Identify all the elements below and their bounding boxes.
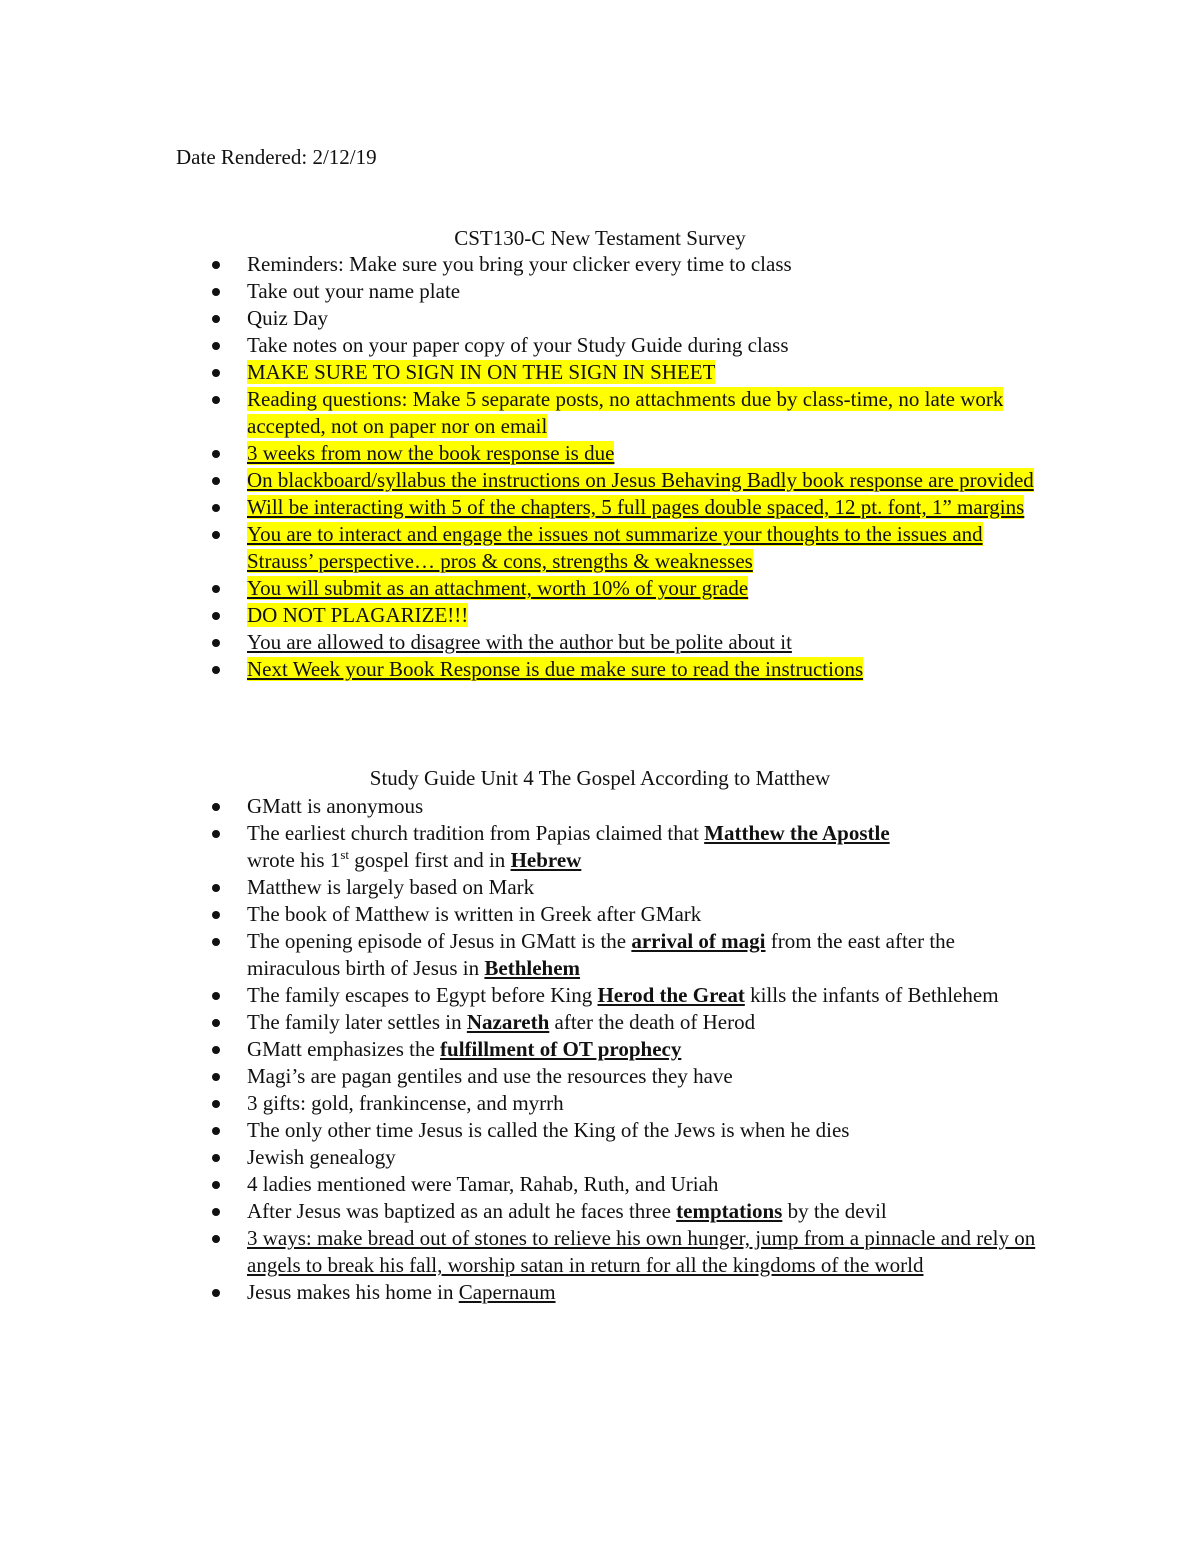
list-item: GMatt is anonymous [0, 793, 1037, 820]
highlighted-text: Next Week your Book Response is due make sure to read the instructions [247, 657, 864, 681]
list-item: The opening episode of Jesus in GMatt is the arrival of magi from the east after the miraculous birth of Jesus in Bethlehem [0, 928, 1037, 982]
list-item: 4 ladies mentioned were Tamar, Rahab, Ruth, and Uriah [0, 1171, 1037, 1198]
underlined-text: You are allowed to disagree with the author but be polite about it [247, 630, 792, 654]
reminders-list [0, 251, 1200, 683]
key-term: arrival of magi [631, 929, 766, 953]
list-item [0, 467, 1037, 494]
list-item: Quiz Day [0, 305, 1037, 332]
list-item: The book of Matthew is written in Greek after GMark [0, 901, 1037, 928]
list-item: GMatt emphasizes the fulfillment of OT prophecy [0, 1036, 1037, 1063]
key-term: fulfillment of OT prophecy [440, 1037, 682, 1061]
section-title-study-guide: Study Guide Unit 4 The Gospel According to Matthew [369, 766, 831, 790]
list-item: Jewish genealogy [0, 1144, 1037, 1171]
list-item: The family later settles in Nazareth after the death of Herod [0, 1009, 1037, 1036]
list-item: Magi’s are pagan gentiles and use the resources they have [0, 1063, 1037, 1090]
highlighted-text: DO NOT PLAGARIZE!!! [247, 603, 469, 627]
highlighted-text: You will submit as an attachment, worth 10% of your grade [247, 576, 749, 600]
underlined-text: 3 ways: make bread out of stones to relieve his own hunger, jump from a pinnacle and rely on angels to break his fall, worship satan in return for all the kingdoms of the world [247, 1226, 1036, 1277]
list-item [0, 440, 1037, 467]
key-term: Hebrew [510, 848, 582, 872]
list-item: Matthew is largely based on Mark [0, 874, 1037, 901]
list-item: The earliest church tradition from Papias claimed that Matthew the Apostle wrote his 1st gospel first and in Hebrew [0, 820, 1037, 874]
date-rendered: Date Rendered: 2/12/19 [176, 145, 377, 169]
list-item [0, 1225, 1037, 1279]
key-term: Bethlehem [484, 956, 581, 980]
list-item: After Jesus was baptized as an adult he faces three temptations by the devil [0, 1198, 1037, 1225]
section-title-course: CST130-C New Testament Survey [454, 226, 746, 250]
list-item: Reminders: Make sure you bring your clicker every time to class [0, 251, 1037, 278]
list-item [0, 602, 1037, 629]
highlighted-text: Reading questions: Make 5 separate posts, no attachments due by class-time, no late work accepted, not on paper nor on email [247, 387, 1004, 438]
list-item: Take notes on your paper copy of your Study Guide during class [0, 332, 1037, 359]
list-item: The only other time Jesus is called the King of the Jews is when he dies [0, 1117, 1037, 1144]
list-item: Jesus makes his home in Capernaum [0, 1279, 1037, 1306]
highlighted-text: You are to interact and engage the issues not summarize your thoughts to the issues and Strauss’ perspective… pros & cons, strengths & weaknesses [247, 522, 983, 573]
list-item: Take out your name plate [0, 278, 1037, 305]
key-term: Nazareth [466, 1010, 550, 1034]
key-term: temptations [676, 1199, 783, 1223]
highlighted-text: 3 weeks from now the book response is due [247, 441, 615, 465]
list-item [0, 629, 1037, 656]
highlighted-text: MAKE SURE TO SIGN IN ON THE SIGN IN SHEET [247, 360, 716, 384]
list-item [0, 521, 1037, 575]
list-item [0, 575, 1037, 602]
list-item: The family escapes to Egypt before King Herod the Great kills the infants of Bethlehem [0, 982, 1037, 1009]
highlighted-text: On blackboard/syllabus the instructions on Jesus Behaving Badly book response are provided [247, 468, 1034, 492]
highlighted-text: Will be interacting with 5 of the chapters, 5 full pages double spaced, 12 pt. font, 1” margins [247, 495, 1025, 519]
underlined-text: Capernaum [458, 1280, 556, 1304]
key-term: Matthew the Apostle [704, 821, 890, 845]
list-item [0, 656, 1037, 683]
list-item [0, 359, 1037, 386]
list-item [0, 494, 1037, 521]
key-term: Herod the Great [597, 983, 745, 1007]
study-guide-list [0, 793, 1200, 1306]
list-item: 3 gifts: gold, frankincense, and myrrh [0, 1090, 1037, 1117]
list-item [0, 386, 1037, 440]
